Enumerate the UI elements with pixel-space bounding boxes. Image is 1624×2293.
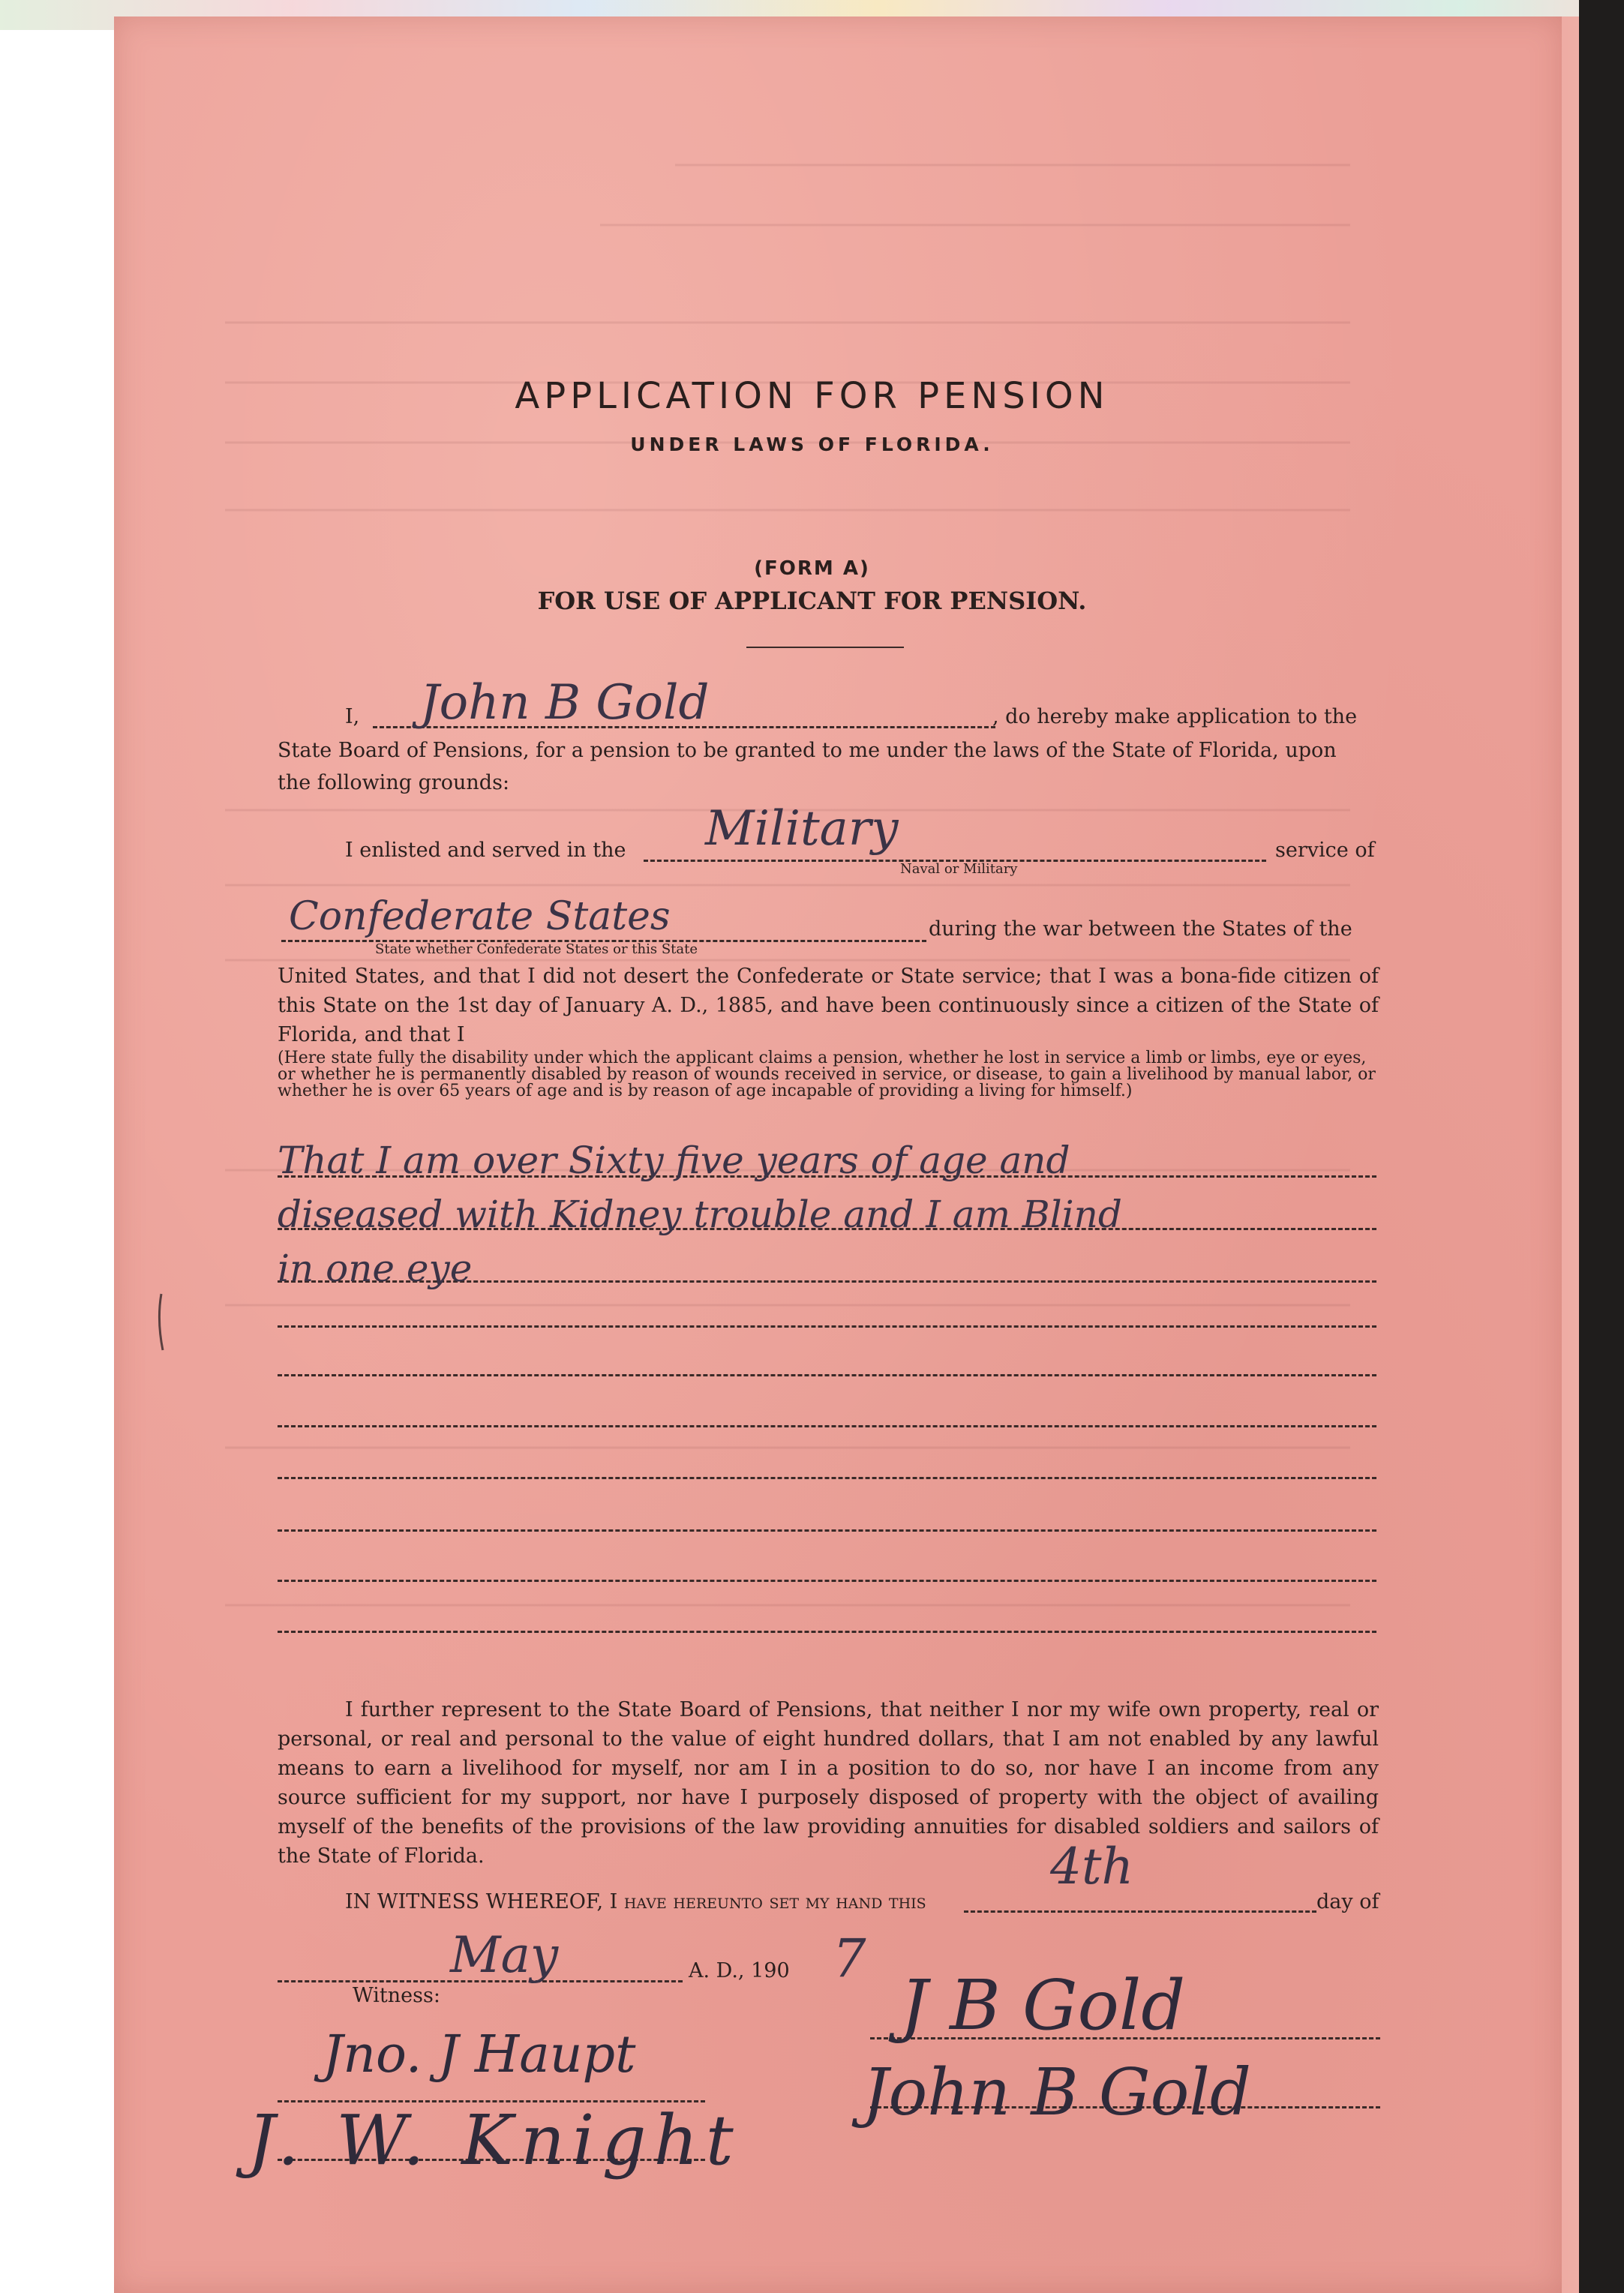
disability-line-8 [278,1529,1376,1532]
applicant-signature-1: J B Gold [900,1965,1186,2045]
year-prefix: A. D., 190 [689,1959,790,1982]
disability-line-7 [278,1477,1376,1479]
form-title: APPLICATION FOR PENSION [515,375,1109,417]
applicant-line3: the following grounds: [278,771,510,794]
disability-handwritten-2: diseased with Kidney trouble and I am Blind [278,1193,1122,1236]
representation-text: I further represent to the State Board of Pensions, that neither I nor my wife own property, real or personal, or real and personal to the value of eight hundred dollars, that I am not enabled by any lawful means to earn a livelihood for myself, nor am I in a position to do so, nor have I an income from any source sufficient for my support, nor have I purposely disposed of property with the object of availing myself of the benefits of the provisions of the law providing annuities for disabled soldiers and sailors of the State of Florida. [278,1698,1379,1868]
service-branch-handwritten: Military [705,801,899,857]
service-prefix: I enlisted and served in the [345,839,626,862]
heading-rule [746,647,904,648]
service-state-suffix: during the war between the States of the [929,917,1352,941]
disability-line-10 [278,1631,1376,1633]
declaration-text: United States, and that I did not desert the Confederate or State service; that I was a bona-fide citizen of this State on the 1st day of January A. D., 1885, and have been continuously since a citizen of the State of Florida, and that I [278,965,1379,1046]
disability-line-5 [278,1374,1376,1376]
witness1-signature: Jno. J Haupt [323,2025,636,2084]
service-state-caption: State whether Confederate States or this State [375,941,698,957]
margin-pencil-mark [154,1290,176,1358]
applicant-name-handwritten: John B Gold [420,675,710,731]
day-line [964,1910,1316,1913]
disability-line-6 [278,1425,1376,1427]
witness-intro: IN WITNESS WHEREOF, I have hereunto set my hand this [345,1890,926,1913]
applicant-signature-2: John B Gold [863,2055,1251,2130]
day-suffix: day of [1316,1890,1379,1913]
applicant-prefix: I, [345,705,360,728]
form-subtitle: UNDER LAWS OF FLORIDA. [630,434,994,455]
service-branch-caption: Naval or Military [900,861,1018,877]
disability-handwritten-3: in one eye [278,1247,473,1290]
applicant-suffix: , do hereby make application to the [992,705,1358,728]
month-handwritten: May [450,1926,559,1984]
applicant-line2: State Board of Pensions, for a pension to be granted to me under the laws of the State of Florida, upon [278,739,1337,762]
disability-instructions: (Here state fully the disability under which the applicant claims a pension, whether he lost in service a limb or limbs, eye or eyes, or whether he is permanently disabled by reason of wounds received in service, or disease, to gain a livelihood by manual labor, or whether he is over 65 years of age and is by reason of age incapable of providing a living for himself.) [278,1049,1376,1100]
scanner-edge [1579,0,1624,2293]
disability-line-9 [278,1580,1376,1582]
witness2-signature: J. W. Knight [248,2100,741,2180]
for-use-heading: FOR USE OF APPLICANT FOR PENSION. [537,587,1087,615]
witness-label: Witness: [353,1984,440,2007]
disability-line-4 [278,1325,1376,1328]
day-handwritten: 4th [1050,1838,1134,1895]
year-handwritten: 7 [833,1928,866,1989]
disability-handwritten-1: That I am over Sixty five years of age and [278,1139,1070,1182]
service-suffix: service of [1275,839,1375,862]
service-state-handwritten: Confederate States [289,894,671,939]
form-label: (FORM A) [754,557,870,580]
